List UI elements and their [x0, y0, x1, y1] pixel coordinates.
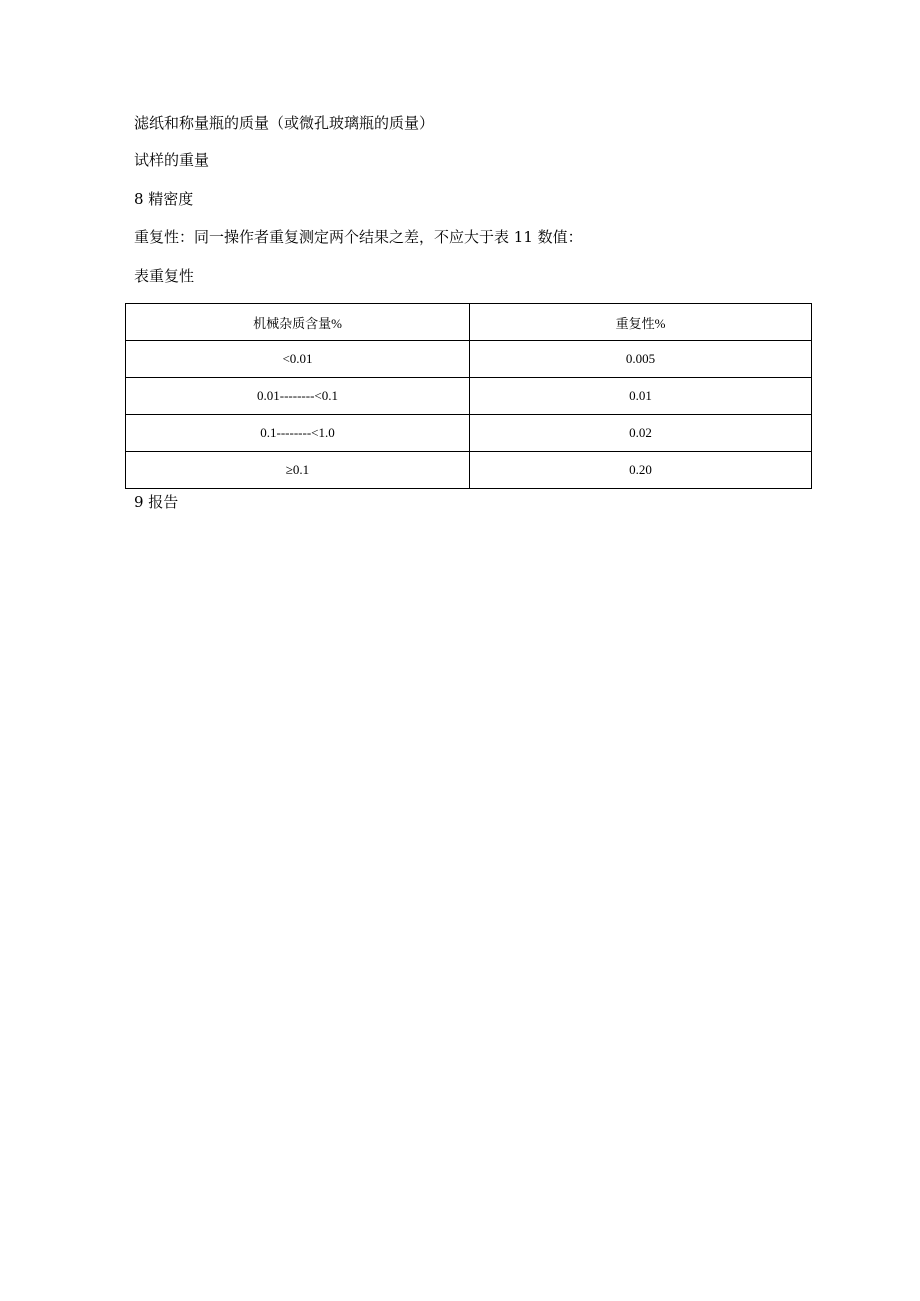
repeatability-value-cell: 0.005	[470, 341, 812, 378]
filter-mass-line: 滤纸和称量瓶的质量（或微孔玻璃瓶的质量）	[134, 114, 435, 132]
header-impurity-content: 机械杂质含量%	[126, 304, 470, 341]
impurity-range-cell: 0.01--------<0.1	[126, 378, 470, 415]
impurity-range-cell: <0.01	[126, 341, 470, 378]
section-9-heading: 9 报告	[134, 493, 179, 511]
table-caption: 表重复性	[134, 267, 195, 285]
impurity-range-cell: 0.1--------<1.0	[126, 415, 470, 452]
section-8-heading: 8 精密度	[134, 190, 194, 208]
repeatability-statement: 重复性：同一操作者重复测定两个结果之差，不应大于表 11 数值：	[134, 228, 583, 246]
header-repeatability: 重复性%	[470, 304, 812, 341]
table-row	[126, 452, 812, 489]
table-row	[126, 378, 812, 415]
repeatability-value-cell: 0.01	[470, 378, 812, 415]
table-header-row	[126, 304, 812, 341]
repeatability-value-cell: 0.20	[470, 452, 812, 489]
table-row	[126, 415, 812, 452]
sample-weight-line: 试样的重量	[134, 151, 210, 169]
table-row	[126, 341, 812, 378]
repeatability-value-cell: 0.02	[470, 415, 812, 452]
impurity-range-cell: ≥0.1	[126, 452, 470, 489]
repeatability-table	[125, 303, 812, 489]
